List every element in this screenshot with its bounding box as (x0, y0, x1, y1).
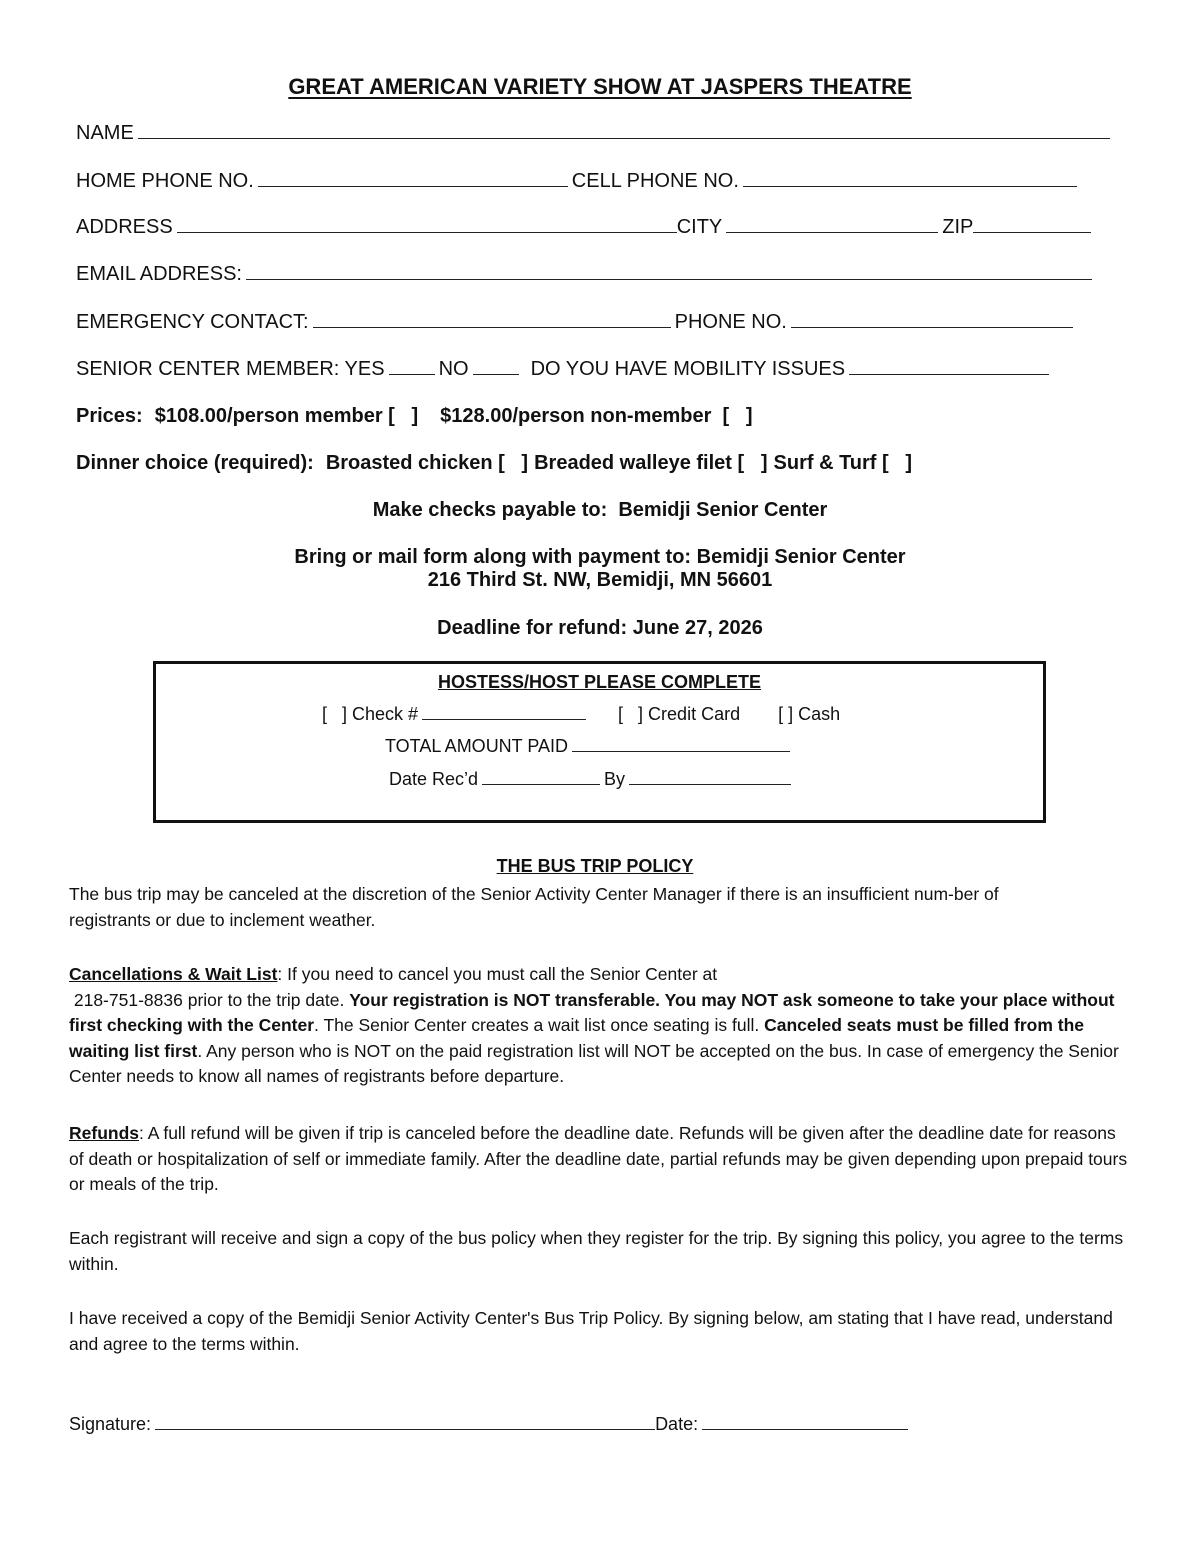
total-row (385, 736, 794, 757)
emergency-phone-field[interactable] (791, 312, 1073, 328)
payable-to-text: Make checks payable to: Bemidji Senior Center (372, 499, 828, 521)
cancellations-waitlist-notice: Canceled seats must be filled from the waiting list first (69, 1015, 1085, 1061)
total-amount-label: TOTAL AMOUNT PAID (385, 736, 569, 756)
city-field[interactable] (726, 217, 938, 233)
date-label: Date: (655, 1414, 699, 1434)
email-field[interactable] (246, 264, 1092, 280)
dinner-option-surf-turf[interactable]: Surf & Turf [ ] (773, 452, 913, 474)
senior-member-yes-field[interactable] (389, 359, 435, 375)
signature-row (69, 1414, 912, 1435)
acknowledgement-paragraph: I have received a copy of the Bemidji Senior Activity Center's Bus Trip Policy. By signing below, am stating that I have read, understand and agree to the terms within. (69, 1308, 1113, 1354)
name-field[interactable] (138, 123, 1110, 139)
mail-to-text: Bring or mail form along with payment to: Bemidji Senior Center (294, 546, 906, 568)
policy-title: THE BUS TRIP POLICY (496, 856, 694, 876)
cancellations-heading: Cancellations & Wait List (69, 964, 278, 984)
email-label: EMAIL ADDRESS: (76, 263, 242, 285)
senior-member-no-field[interactable] (473, 359, 519, 375)
dinner-row (76, 452, 912, 475)
check-checkbox[interactable]: [ ] Check # (322, 704, 419, 724)
email-row (76, 263, 1096, 286)
address-label: ADDRESS (76, 216, 173, 238)
emergency-contact-field[interactable] (313, 312, 671, 328)
date-received-row (389, 769, 795, 790)
cancellations-paragraph (69, 962, 1129, 1090)
name-label: NAME (76, 122, 134, 144)
emergency-phone-label: PHONE NO. (674, 311, 787, 333)
cancellations-text-3: . Any person who is NOT on the paid registration list will NOT be accepted on the bus. In case of emergency the Senior Center needs to know all names of registrants before departure. (69, 1040, 1119, 1086)
host-section-title: HOSTESS/HOST PLEASE COMPLETE (437, 672, 762, 692)
host-section (153, 661, 1046, 823)
price-non-member-checkbox[interactable]: $128.00/person non-member [ ] (440, 405, 753, 427)
senior-member-no-label: NO (438, 358, 469, 380)
cancellations-phone-text: 218-751-8836 prior to the trip date. (69, 989, 350, 1010)
cell-phone-field[interactable] (743, 171, 1077, 187)
each-registrant-paragraph: Each registrant will receive and sign a copy of the bus policy when they register for the trip. By signing this policy, you agree to the terms within. (69, 1228, 1124, 1274)
received-by-label: By (604, 769, 626, 789)
signature-field[interactable] (155, 1414, 655, 1430)
credit-card-checkbox[interactable]: [ ] Credit Card (618, 704, 741, 724)
signature-label: Signature: (69, 1414, 152, 1434)
cancellations-transfer-notice: Your registration is NOT transferable. You may NOT ask someone to take your place without first checking with the Center (69, 989, 1115, 1035)
payment-method-row (322, 704, 840, 725)
refund-deadline-text: Deadline for refund: June 27, 2026 (437, 617, 763, 639)
received-by-field[interactable] (629, 769, 791, 785)
senior-member-row (76, 358, 1053, 381)
name-row (76, 122, 1114, 145)
price-member-checkbox[interactable]: $108.00/person member [ ] (154, 405, 419, 427)
refunds-heading: Refunds (69, 1123, 139, 1143)
dinner-option-walleye[interactable]: Breaded walleye filet [ ] (534, 452, 768, 474)
emergency-contact-label: EMERGENCY CONTACT: (76, 311, 309, 333)
refunds-text: : A full refund will be given if trip is canceled before the deadline date. Refunds will be given after the deadline date for reasons of death or hospitalization of self or immediate family. After the deadline date, partial refunds may be given depending upon prepaid tours or meals of the trip. (69, 1123, 1128, 1194)
check-number-field[interactable] (422, 704, 586, 720)
city-label: CITY (676, 216, 723, 238)
cancellations-text-2: . The Senior Center creates a wait list once seating is full. (314, 1015, 765, 1035)
dinner-label: Dinner choice (required): (76, 452, 314, 474)
phone-row (76, 170, 1081, 193)
date-field[interactable] (702, 1414, 908, 1430)
refunds-paragraph (69, 1121, 1129, 1198)
zip-field[interactable] (973, 217, 1091, 233)
policy-intro: The bus trip may be canceled at the discretion of the Senior Activity Center Manager if there is an insufficient num-ber of registrants or due to inclement weather. (69, 884, 999, 930)
senior-member-label: SENIOR CENTER MEMBER: YES (76, 358, 385, 380)
dinner-option-chicken[interactable]: Broasted chicken [ ] (325, 452, 529, 474)
mobility-label: DO YOU HAVE MOBILITY ISSUES (530, 358, 846, 380)
home-phone-label: HOME PHONE NO. (76, 170, 254, 192)
emergency-row (76, 311, 1077, 334)
prices-row (76, 405, 753, 428)
mobility-field[interactable] (849, 359, 1049, 375)
form-title: GREAT AMERICAN VARIETY SHOW AT JASPERS THEATRE (288, 74, 912, 99)
cell-phone-label: CELL PHONE NO. (571, 170, 739, 192)
date-received-field[interactable] (482, 769, 600, 785)
cash-checkbox[interactable]: [ ] Cash (778, 704, 841, 724)
date-received-label: Date Rec’d (389, 769, 479, 789)
zip-label: ZIP (942, 216, 974, 238)
mail-address-text: 216 Third St. NW, Bemidji, MN 56601 (427, 569, 773, 591)
address-row (76, 216, 1095, 239)
total-amount-field[interactable] (572, 736, 790, 752)
prices-label: Prices: (76, 405, 143, 427)
cancellations-text-1: : If you need to cancel you must call the Senior Center at (277, 964, 718, 984)
home-phone-field[interactable] (258, 171, 568, 187)
address-field[interactable] (177, 217, 677, 233)
